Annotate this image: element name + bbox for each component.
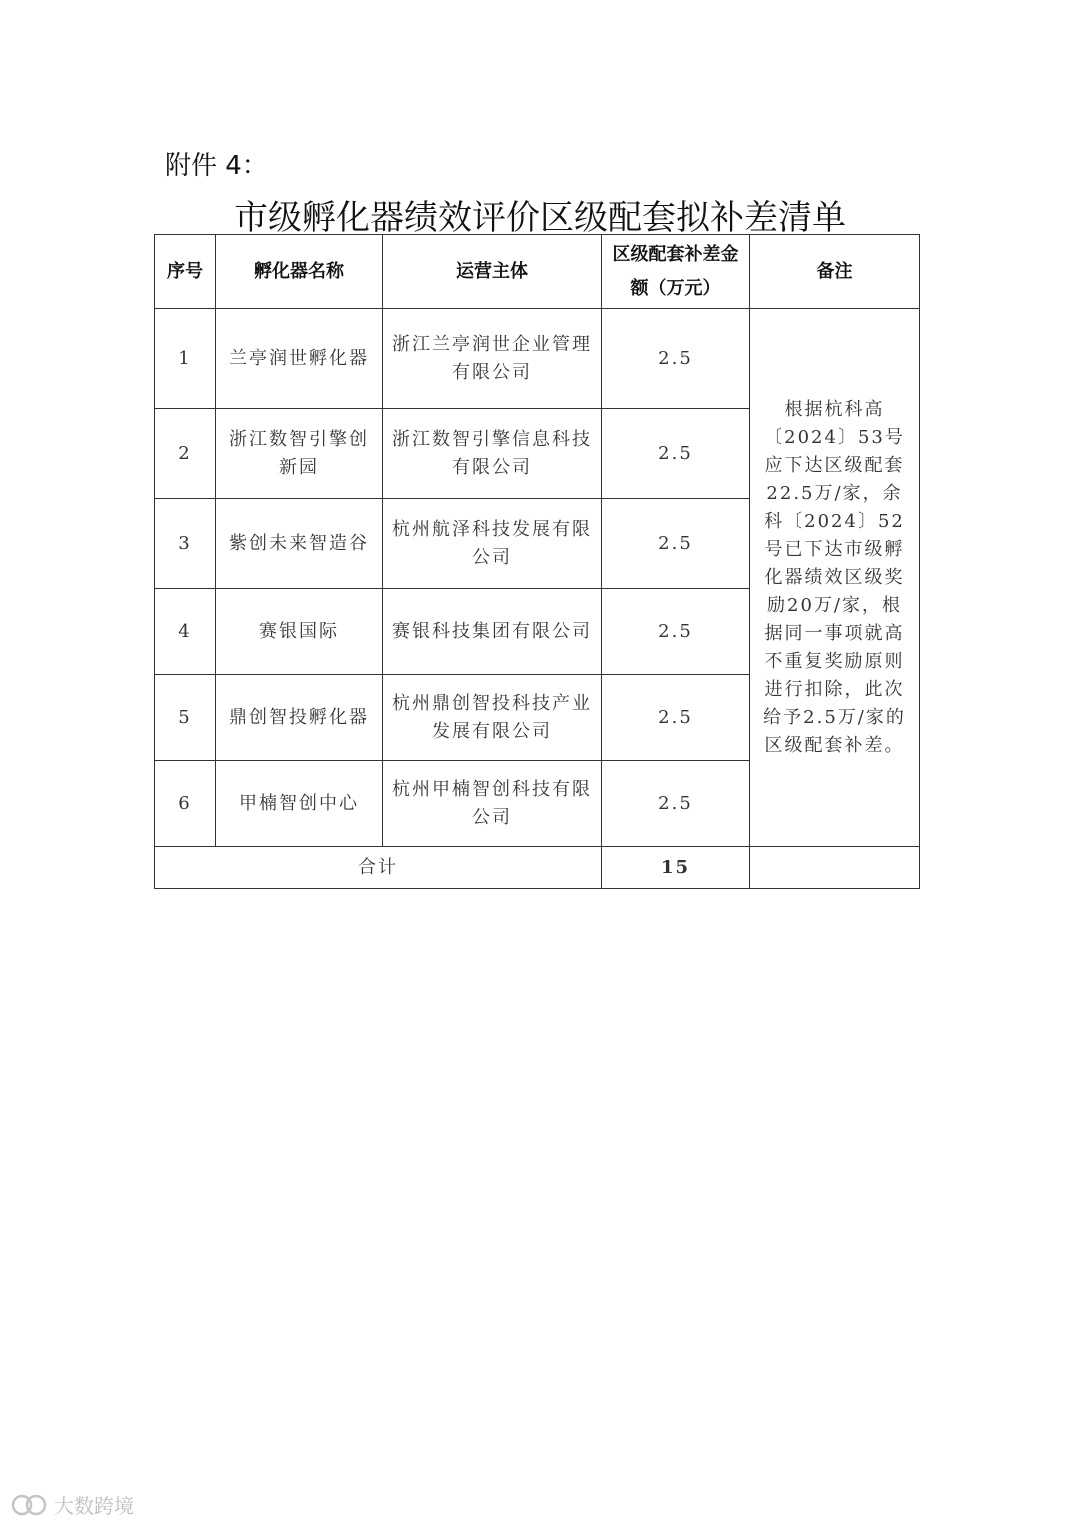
remark-cell: 根据杭科高〔2024〕53号应下达区级配套22.5万/家，余科〔2024〕52号已下达市级孵化器绩效区级奖励20万/家，根据同一事项就高不重复奖励原则进行扣除，此次给予2.5万/家的区级配套补差。 [750, 309, 920, 847]
total-remark [750, 847, 920, 889]
row-index: 2 [155, 409, 216, 499]
row-index: 4 [155, 589, 216, 675]
row-name: 浙江数智引擎创新园 [216, 409, 383, 499]
subsidy-table [154, 234, 920, 889]
row-operator: 浙江兰亭润世企业管理有限公司 [383, 309, 602, 409]
document-title: 市级孵化器绩效评价区级配套拟补差清单 [234, 198, 846, 238]
table-header-row [155, 235, 920, 309]
row-name: 赛银国际 [216, 589, 383, 675]
header-remark: 备注 [750, 235, 920, 309]
watermark-text: 大数跨境 [54, 1494, 134, 1518]
attachment-label: 附件 4： [165, 151, 268, 181]
header-operator: 运营主体 [383, 235, 602, 309]
row-name: 甲楠智创中心 [216, 761, 383, 847]
row-index: 3 [155, 499, 216, 589]
watermark-logo-icon [10, 1493, 48, 1517]
row-name: 兰亭润世孵化器 [216, 309, 383, 409]
total-label: 合计 [155, 847, 602, 889]
header-amount: 区级配套补差金额（万元） [602, 235, 750, 309]
watermark [10, 1490, 134, 1519]
row-name: 紫创未来智造谷 [216, 499, 383, 589]
row-amount: 2.5 [602, 675, 750, 761]
row-index: 1 [155, 309, 216, 409]
row-index: 6 [155, 761, 216, 847]
total-row [155, 847, 920, 889]
header-name: 孵化器名称 [216, 235, 383, 309]
row-amount: 2.5 [602, 761, 750, 847]
row-operator: 赛银科技集团有限公司 [383, 589, 602, 675]
total-value: 15 [602, 847, 750, 889]
row-name: 鼎创智投孵化器 [216, 675, 383, 761]
table-row [155, 309, 920, 409]
row-amount: 2.5 [602, 409, 750, 499]
row-operator: 杭州鼎创智投科技产业发展有限公司 [383, 675, 602, 761]
row-index: 5 [155, 675, 216, 761]
row-operator: 杭州甲楠智创科技有限公司 [383, 761, 602, 847]
row-amount: 2.5 [602, 499, 750, 589]
row-amount: 2.5 [602, 589, 750, 675]
header-index: 序号 [155, 235, 216, 309]
row-amount: 2.5 [602, 309, 750, 409]
row-operator: 浙江数智引擎信息科技有限公司 [383, 409, 602, 499]
row-operator: 杭州航泽科技发展有限公司 [383, 499, 602, 589]
